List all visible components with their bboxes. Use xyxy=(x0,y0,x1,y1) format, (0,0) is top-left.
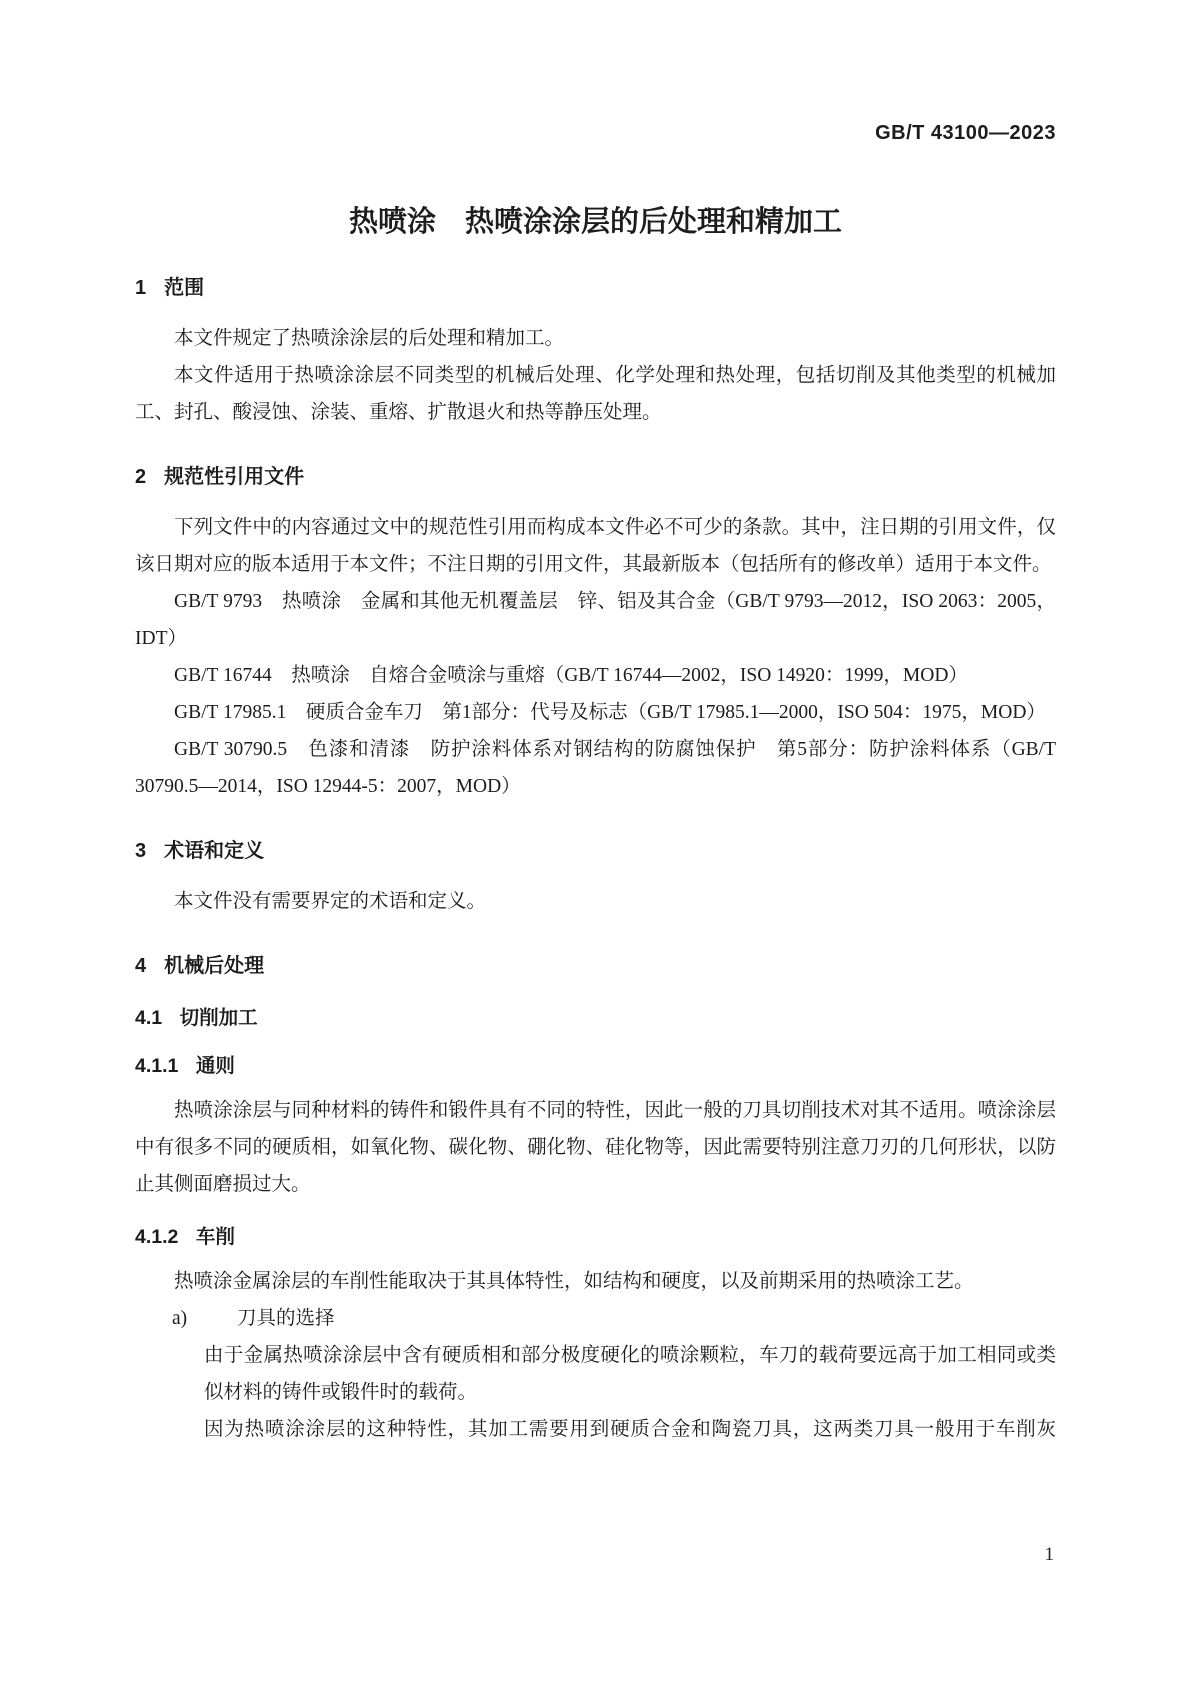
section-title: 切削加工 xyxy=(179,1007,258,1029)
section-title: 规范性引用文件 xyxy=(164,466,305,488)
paragraph: 热喷涂涂层与同种材料的铸件和锻件具有不同的特性，因此一般的刀具切削技术对其不适用。喷涂涂层中有很多不同的硬质相，如氧化物、碳化物、硼化物、硅化物等，因此需要特别注意刀刃的几何形状，以防止其侧面磨损过大。 xyxy=(135,1100,1056,1195)
section-number: 1 xyxy=(135,277,147,299)
standard-number: GB/T 43100—2023 xyxy=(875,122,1056,144)
paragraph: 本文件规定了热喷涂涂层的后处理和精加工。 xyxy=(174,328,565,349)
reference-entry: GB/T 17985.1 硬质合金车刀 第1部分：代号及标志（GB/T 17985.1—2000，ISO 504：1975，MOD） xyxy=(174,702,1046,723)
page-number: 1 xyxy=(1044,1544,1054,1565)
section-number: 3 xyxy=(135,840,147,862)
paragraph: 热喷涂金属涂层的车削性能取决于其具体特性，如结构和硬度，以及前期采用的热喷涂工艺。 xyxy=(174,1271,974,1292)
reference-entry: GB/T 9793 热喷涂 金属和其他无机覆盖层 锌、铝及其合金（GB/T 9793—2012，ISO 2063：2005，IDT） xyxy=(135,591,1056,649)
section-title: 范围 xyxy=(164,277,205,299)
section-number: 4.1 xyxy=(135,1007,163,1029)
section-title: 通则 xyxy=(195,1055,235,1077)
section-number: 4 xyxy=(135,955,147,977)
section-number: 4.1.1 xyxy=(135,1055,179,1077)
paragraph: 本文件适用于热喷涂涂层不同类型的机械后处理、化学处理和热处理，包括切削及其他类型的机械加工、封孔、酸浸蚀、涂装、重熔、扩散退火和热等静压处理。 xyxy=(135,365,1056,423)
section-heading-4 xyxy=(135,952,1056,980)
section-heading-3 xyxy=(135,837,1056,865)
section-heading-4.1.2 xyxy=(135,1223,1056,1251)
section-heading-4.1 xyxy=(135,1004,1056,1032)
section-title: 术语和定义 xyxy=(164,840,265,862)
sub-paragraph: 因为热喷涂涂层的这种特性，其加工需要用到硬质合金和陶瓷刀具，这两类刀具一般用于车削灰 xyxy=(204,1419,1056,1440)
section-title: 车削 xyxy=(195,1226,235,1248)
reference-entry: GB/T 30790.5 色漆和清漆 防护涂料体系对钢结构的防腐蚀保护 第5部分：防护涂料体系（GB/T 30790.5—2014，ISO 12944-5：2007，MOD） xyxy=(135,739,1056,797)
sub-paragraph: 由于金属热喷涂涂层中含有硬质相和部分极度硬化的喷涂颗粒，车刀的载荷要远高于加工相同或类似材料的铸件或锻件时的载荷。 xyxy=(204,1345,1056,1403)
section-heading-1 xyxy=(135,274,1056,302)
list-item-a xyxy=(135,1300,1056,1337)
paragraph: 本文件没有需要界定的术语和定义。 xyxy=(174,891,487,912)
section-number: 2 xyxy=(135,466,147,488)
list-item-label: 刀具的选择 xyxy=(237,1308,335,1329)
section-number: 4.1.2 xyxy=(135,1226,179,1248)
page-title: 热喷涂 热喷涂涂层的后处理和精加工 xyxy=(348,206,842,238)
reference-entry: GB/T 16744 热喷涂 自熔合金喷涂与重熔（GB/T 16744—2002，ISO 14920：1999，MOD） xyxy=(174,665,968,686)
section-heading-2 xyxy=(135,463,1056,491)
section-heading-4.1.1 xyxy=(135,1052,1056,1080)
section-title: 机械后处理 xyxy=(164,955,265,977)
document-content xyxy=(135,274,1056,1448)
list-marker: a) xyxy=(172,1308,188,1329)
paragraph: 下列文件中的内容通过文中的规范性引用而构成本文件必不可少的条款。其中，注日期的引用文件，仅该日期对应的版本适用于本文件；不注日期的引用文件，其最新版本（包括所有的修改单）适用于本文件。 xyxy=(135,517,1056,575)
